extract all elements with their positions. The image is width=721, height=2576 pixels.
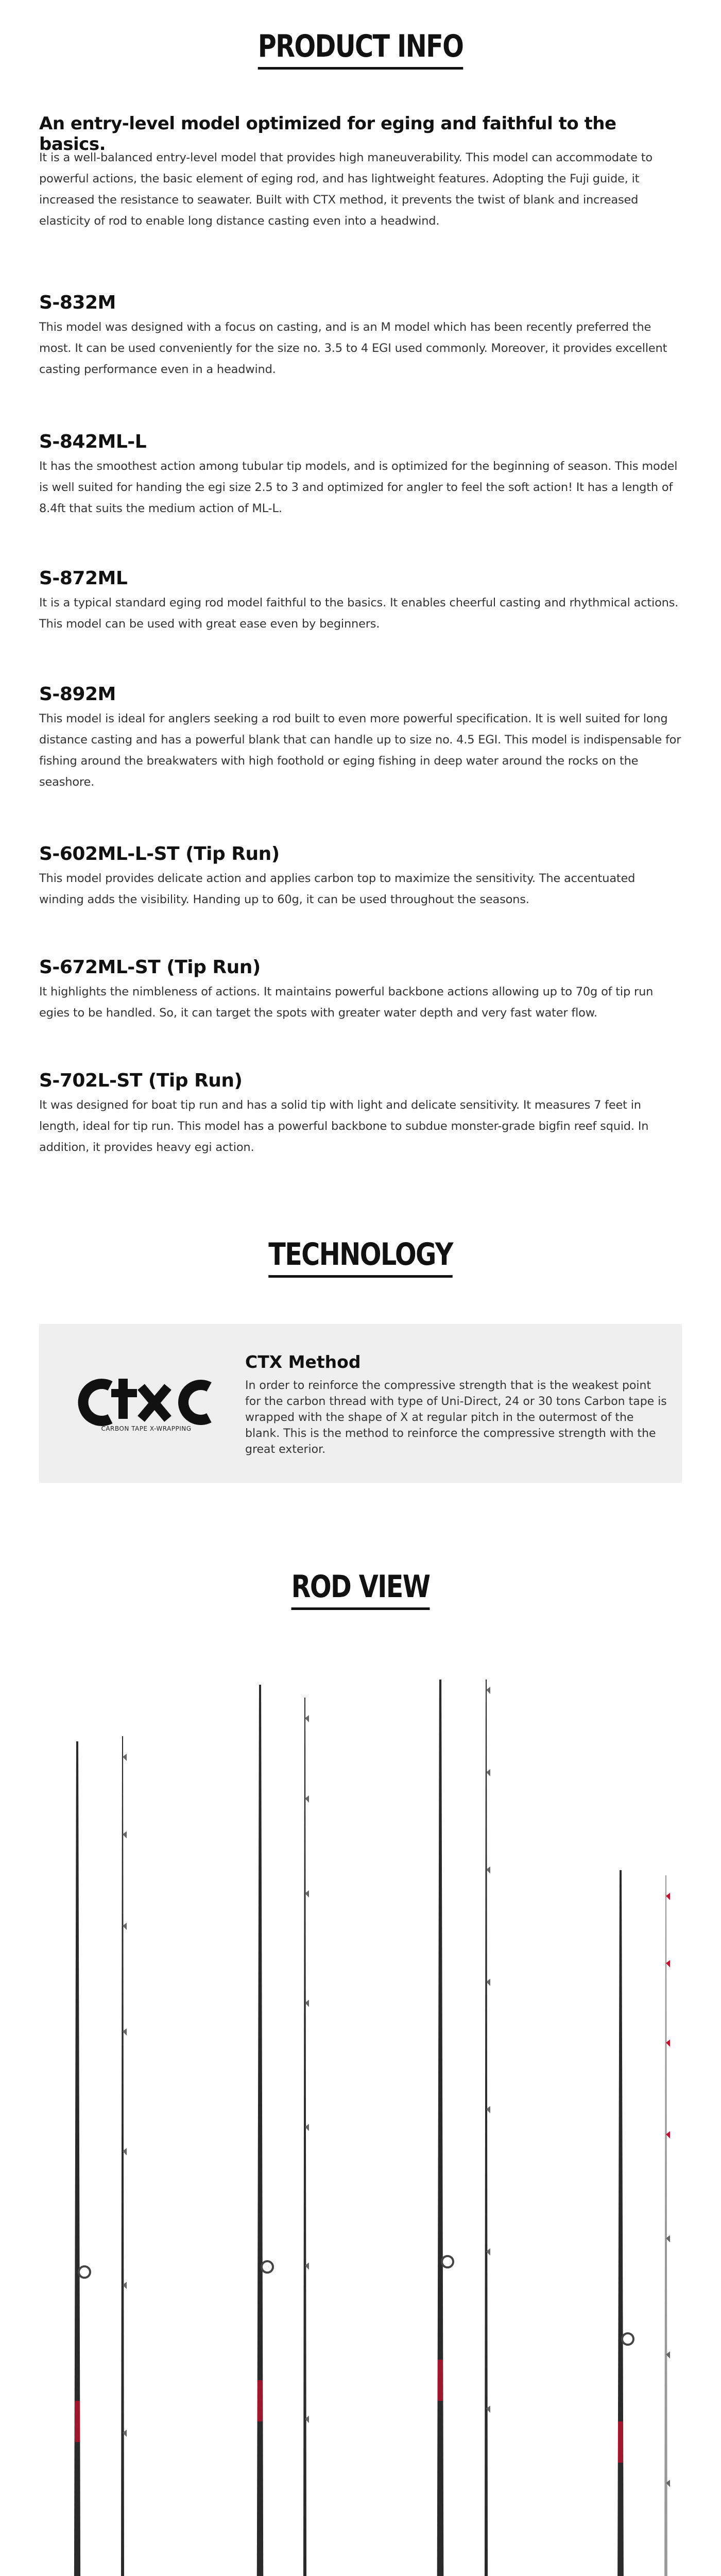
butt-blank: [256, 1685, 264, 2576]
tip-section: [303, 1698, 307, 2576]
ctx-method-panel: [39, 1324, 682, 1483]
model-description: It is a typical standard eging rod model faithful to the basics. It enables cheerful casting and rhythmical actions. This model can be used with great ease even by beginners.: [39, 596, 679, 631]
accent-winding: [438, 2360, 443, 2401]
model-block: [39, 683, 683, 793]
guide-ring: [79, 2266, 90, 2278]
accent-winding: [75, 2401, 80, 2442]
model-block: [39, 291, 683, 380]
model-name: S-872ML: [39, 568, 128, 589]
model-block: [39, 430, 683, 519]
accent-winding: [258, 2380, 263, 2421]
tip-guide: [666, 1893, 670, 1900]
model-description: This model is ideal for anglers seeking a rod built to even more powerful specification. It is well suited for long distance casting and has a powerful blank that can handle up to size no. 4.5 EGI. This model is indispensable for fishing around the breakwaters with high foothold or eging fishing in deep water around the rocks on the seashore.: [39, 712, 681, 789]
model-block: [39, 842, 683, 910]
tip-guide: [486, 1687, 490, 1694]
model-name: S-702L-ST (Tip Run): [39, 1070, 243, 1091]
model-name: S-842ML-L: [39, 431, 147, 452]
technology-heading: TECHNOLOGY: [65, 1239, 656, 1278]
ctx-logo-caption: CARBON TAPE X-WRAPPING: [101, 1425, 192, 1432]
tech-description: In order to reinforce the compressive strength that is the weakest point for the carbon thread with type of Uni-Direct, 24 or 30 tons Carbon tape is wrapped with the shape of X at regular pitch in the outermost of the blank. This is the method to reinforce the compressive strength with the great exterior.: [245, 1379, 667, 1456]
guide-ring: [622, 2333, 633, 2345]
butt-blank: [437, 1680, 444, 2576]
model-description: It highlights the nimbleness of actions. It maintains powerful backbone actions allowing up to 70g of tip run egies to be handled. So, it can target the spots with greater water depth and very fast water flow.: [39, 985, 654, 1020]
model-name: S-832M: [39, 292, 116, 313]
model-block: [39, 1069, 683, 1158]
model-block: [39, 567, 683, 635]
model-block: [39, 956, 683, 1024]
ctx-logo: [74, 1371, 218, 1433]
accent-winding: [618, 2421, 623, 2463]
tip-section: [664, 1875, 668, 2576]
tip-guide: [123, 1754, 127, 1761]
rod-view-svg: [0, 1680, 721, 2576]
tech-title: CTX Method: [245, 1352, 361, 1372]
model-description: It has the smoothest action among tubular tip models, and is optimized for the beginning of season. This model is well suited for handing the egi size 2.5 to 3 and optimized for angler to feel the soft action! It has a length of 8.4ft that suits the medium action of ML-L.: [39, 460, 678, 515]
butt-blank: [617, 1870, 624, 2576]
model-description: It was designed for boat tip run and has a solid tip with light and delicate sensitivity. It measures 7 feet in length, ideal for tip run. This model has a powerful backbone to subdue monster-grade bigfin reef squid. In addition, it provides heavy egi action.: [39, 1098, 649, 1154]
model-name: S-892M: [39, 684, 116, 705]
tip-section: [484, 1680, 488, 2576]
intro-title: An entry-level model optimized for eging and faithful to the basics.: [39, 113, 616, 155]
model-name: S-672ML-ST (Tip Run): [39, 957, 261, 978]
rod-view-heading: ROD VIEW: [65, 1571, 656, 1610]
butt-blank: [74, 1741, 81, 2576]
rod-view-illustration: [0, 1680, 721, 2576]
guide-ring: [262, 2261, 273, 2273]
product-info-heading: PRODUCT INFO: [65, 31, 656, 70]
model-description: This model was designed with a focus on casting, and is an M model which has been recently preferred the most. It can be used conveniently for the size no. 3.5 to 4 EGI used commonly. Moreover, it provides excellent casting performance even in a headwind.: [39, 320, 667, 376]
model-description: This model provides delicate action and applies carbon top to maximize the sensitivity. The accentuated winding adds the visibility. Handing up to 60g, it can be used throughout the seasons.: [39, 872, 636, 906]
guide-ring: [442, 2256, 453, 2267]
intro-body: It is a well-balanced entry-level model that provides high maneuverability. This model can accommodate to powerful actions, the basic element of eging rod, and has lightweight features. Adopting the Fuji guide, it increased the resistance to seawater. Built with CTX method, it prevents the twist of blank and increased elasticity of rod to enable long distance casting even into a headwind.: [39, 151, 653, 228]
tip-section: [121, 1736, 125, 2576]
tip-guide: [305, 1715, 309, 1722]
model-name: S-602ML-L-ST (Tip Run): [39, 843, 280, 865]
